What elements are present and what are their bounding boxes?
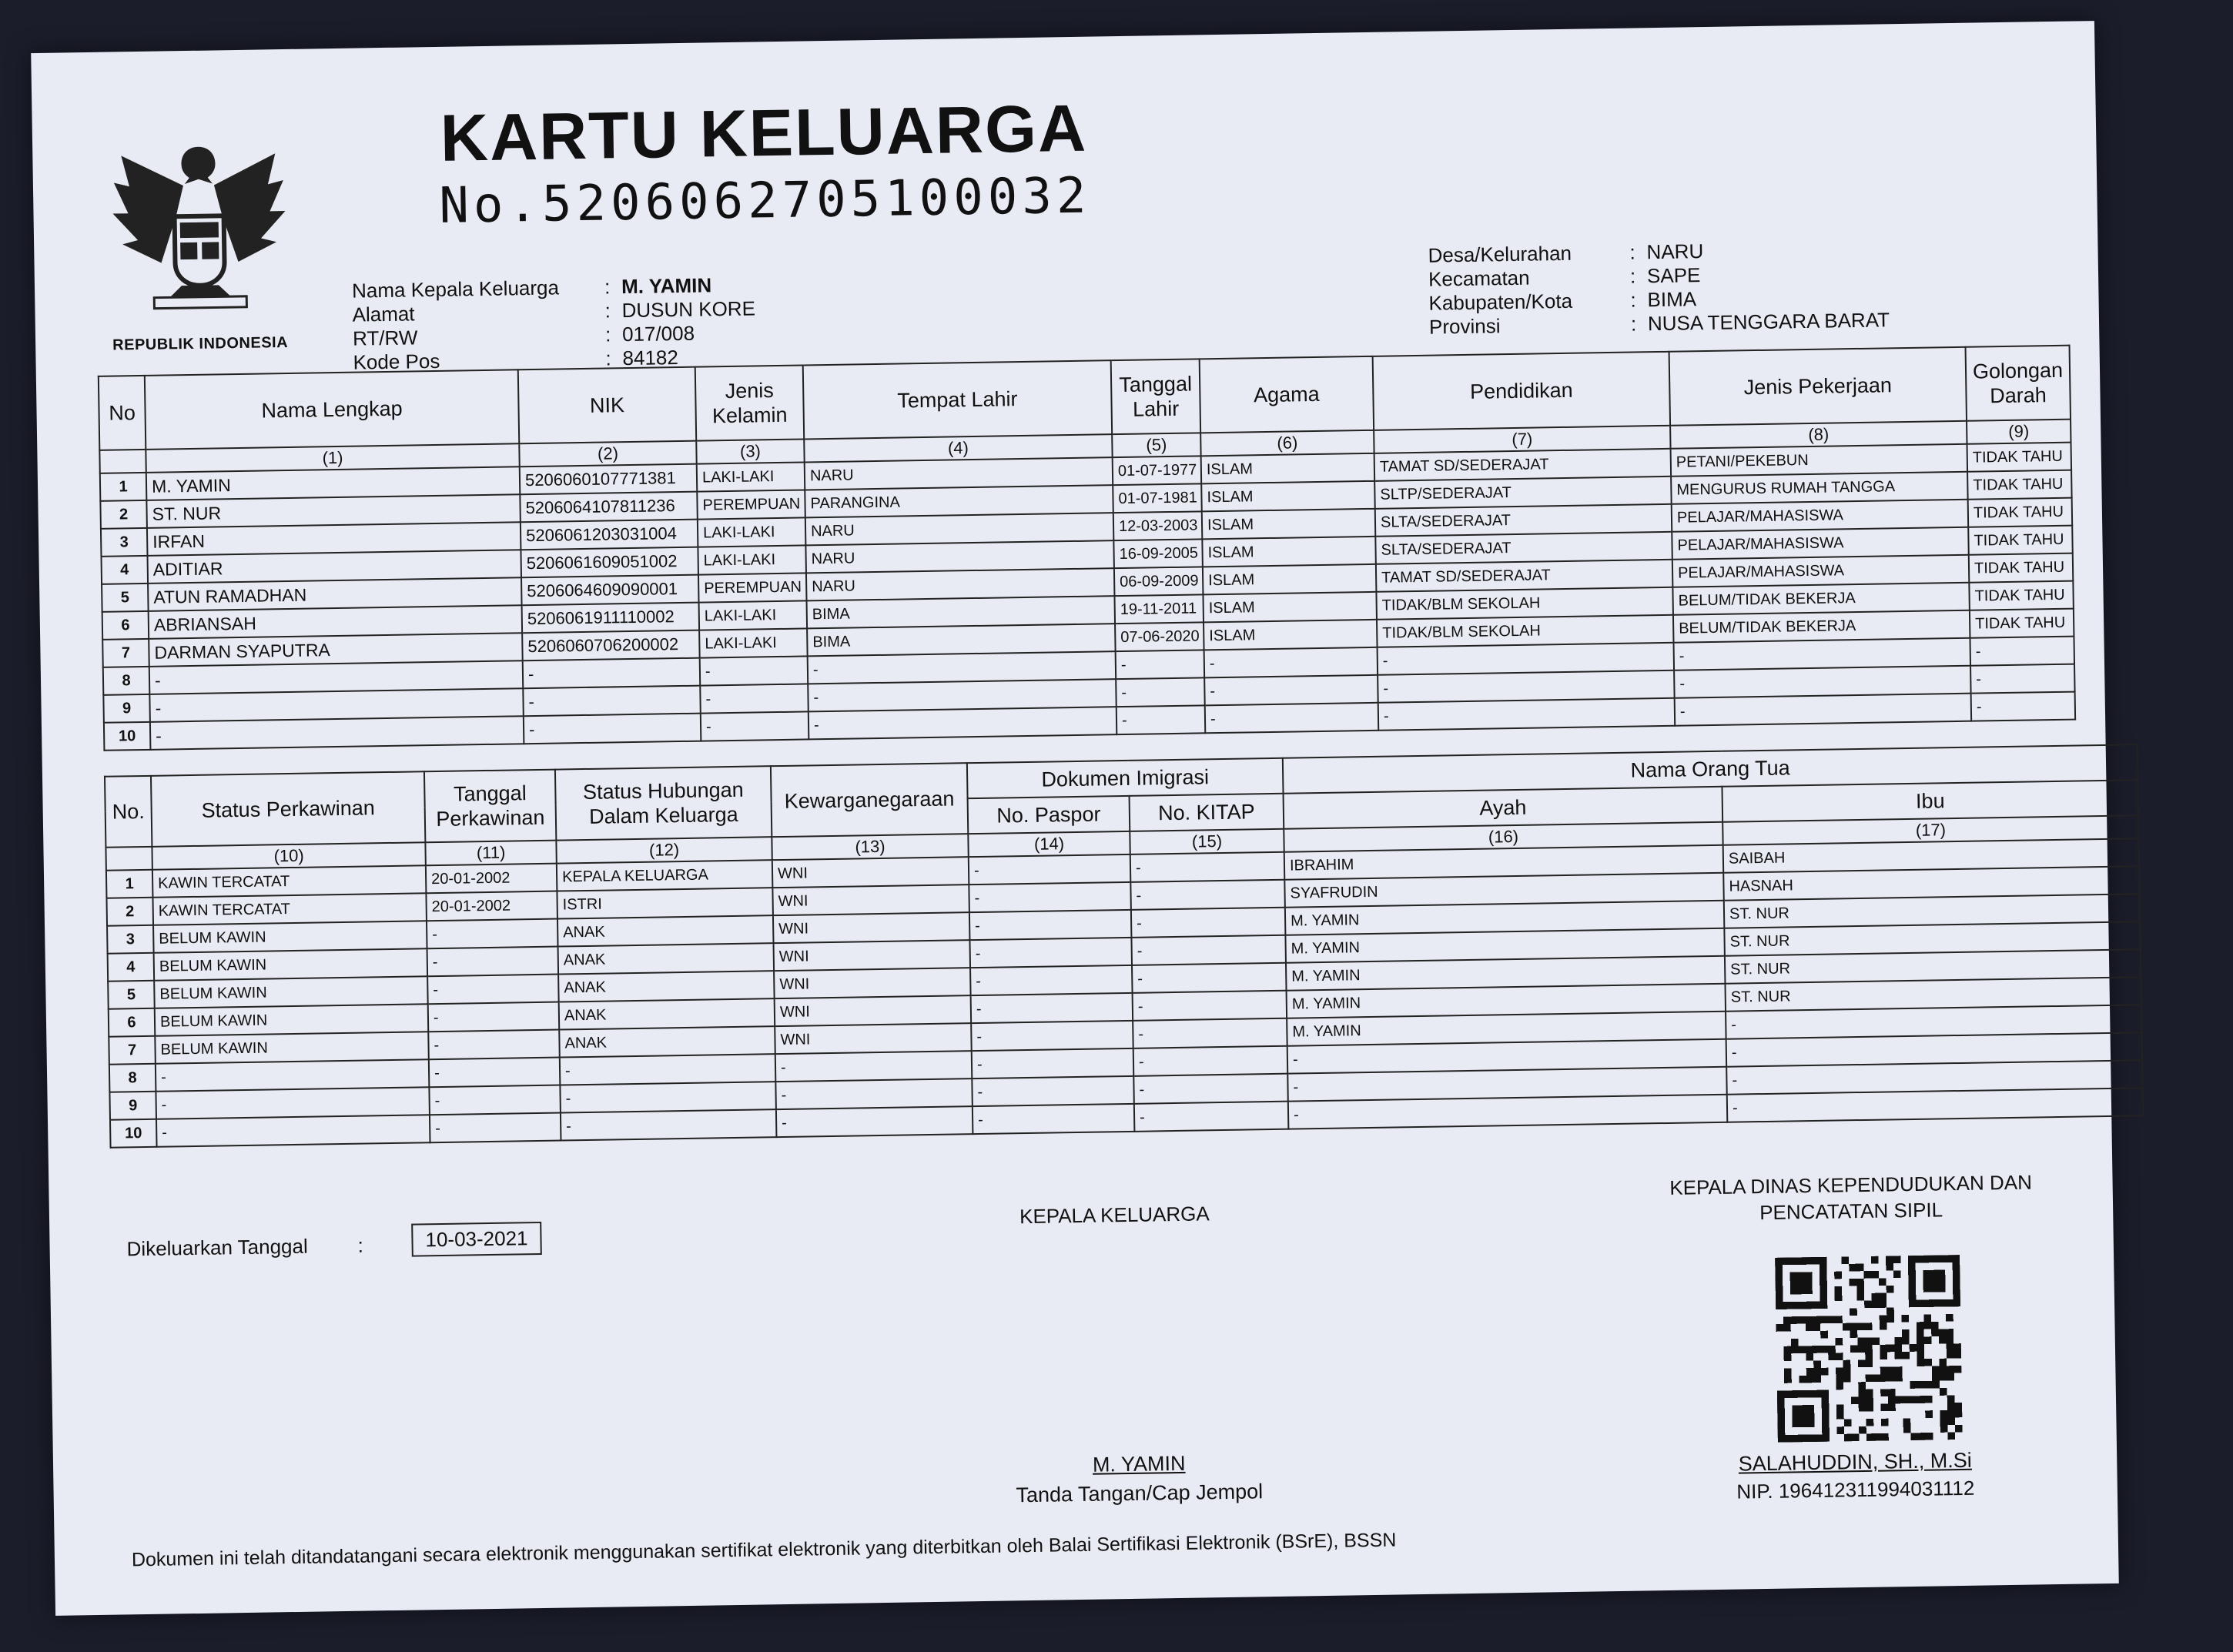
table-cell: WNI [775, 995, 972, 1026]
table-cell: ISLAM [1202, 509, 1376, 540]
table-cell: 5206060706200002 [522, 630, 700, 661]
table-cell: WNI [773, 940, 970, 971]
table-cell: - [523, 686, 701, 717]
col-number: (7) [1374, 426, 1670, 453]
table-cell: TIDAK/BLM SEKOLAH [1376, 587, 1673, 620]
table-cell: 5206064609090001 [521, 575, 699, 606]
table-cell: PELAJAR/MAHASISWA [1672, 500, 1969, 532]
table-cell: ANAK [558, 971, 775, 1002]
table-cell: - [1130, 852, 1285, 882]
table-cell: M. YAMIN [146, 467, 521, 500]
col-header-occupation: Jenis Pekerjaan [1669, 347, 1967, 426]
table-cell: KEPALA KELUARGA [557, 860, 773, 891]
table-cell: 20-01-2002 [426, 864, 557, 894]
table-cell: - [1133, 1046, 1288, 1076]
col-number: (3) [696, 439, 804, 463]
table-cell: TIDAK TAHU [1967, 470, 2072, 500]
col-header-religion: Agama [1200, 356, 1374, 433]
table-cell: - [1116, 705, 1206, 734]
issued-date-label: Dikeluarkan Tanggal [126, 1234, 308, 1261]
row-number: 4 [108, 953, 155, 982]
table-cell: - [775, 1051, 973, 1082]
table-cell: - [700, 684, 808, 713]
table-cell: - [1378, 698, 1676, 731]
col-number: (4) [804, 434, 1112, 462]
table-cell: - [150, 716, 524, 750]
row-number: 9 [109, 1092, 156, 1120]
table-cell: - [1130, 880, 1285, 910]
table-cell: PELAJAR/MAHASISWA [1672, 555, 1970, 587]
row-number: 7 [109, 1036, 156, 1065]
table-cell: ISTRI [557, 888, 773, 918]
table-cell: - [156, 1059, 430, 1092]
table-cell: BELUM KAWIN [154, 976, 428, 1008]
table-cell: IRFAN [147, 522, 521, 556]
table-cell: TIDAK TAHU [1970, 609, 2074, 638]
table-cell: TAMAT SD/SEDERAJAT [1376, 560, 1673, 592]
col-header-marriage-date: Tanggal Perkawinan [424, 770, 556, 843]
table-cell: LAKI-LAKI [699, 628, 808, 657]
table-cell: - [1116, 677, 1205, 707]
table-cell: ANAK [559, 1026, 775, 1057]
col-header-family-relation: Status Hubungan Dalam Keluarga [555, 766, 772, 840]
col-number: (13) [772, 834, 968, 860]
table-cell: 07-06-2020 [1115, 622, 1204, 651]
table-cell: 19-11-2011 [1114, 594, 1204, 624]
table-cell: - [560, 1082, 776, 1112]
table-cell: TAMAT SD/SEDERAJAT [1374, 449, 1672, 481]
table-cell: HASNAH [1723, 866, 2140, 900]
table-cell: WNI [772, 885, 969, 915]
table-cell: - [1133, 991, 1287, 1021]
col-header-mother: Ibu [1722, 780, 2138, 821]
agency-head-title: KEPALA DINAS KEPENDUDUKAN DAN PENCATATAN SIPIL [1669, 1170, 2033, 1225]
col-header-citizenship: Kewarganegaraan [771, 763, 968, 837]
table-cell: - [1133, 1018, 1287, 1048]
table-cell: ST. NUR [1724, 921, 2141, 955]
table-cell: - [1204, 675, 1378, 706]
row-number: 9 [103, 694, 150, 723]
table-cell: ISLAM [1203, 564, 1377, 595]
col-number: (9) [1967, 420, 2071, 444]
table-cell: - [808, 707, 1117, 739]
table-cell: SLTA/SEDERAJAT [1375, 532, 1672, 564]
table-cell: ANAK [559, 998, 775, 1029]
row-number: 2 [106, 898, 153, 926]
table-cell: KAWIN TERCATAT [152, 893, 427, 925]
table-cell: - [1726, 1032, 2143, 1066]
table-cell: 20-01-2002 [426, 891, 557, 921]
table-cell: WNI [774, 968, 971, 998]
table-cell: - [1970, 637, 2074, 666]
table-cell: BELUM/TIDAK BEKERJA [1672, 583, 1970, 615]
table-cell: ST. NUR [1724, 894, 2141, 928]
table-cell: - [1116, 650, 1205, 679]
col-header-no: No [99, 376, 146, 450]
col-number: (1) [146, 443, 519, 473]
col-number: (5) [1112, 433, 1200, 457]
table-cell: - [1378, 643, 1675, 675]
table-cell: - [149, 660, 524, 694]
value-district: SAPE [1646, 263, 1701, 288]
col-number: (6) [1200, 430, 1374, 456]
col-number: (14) [968, 831, 1130, 857]
col-header-birthplace: Tempat Lahir [803, 360, 1112, 439]
table-cell: - [808, 679, 1116, 711]
table-cell: - [971, 1021, 1133, 1051]
col-number: (2) [519, 441, 696, 467]
table-cell: 01-07-1981 [1113, 483, 1202, 513]
value-postal-code: 84182 [622, 346, 679, 370]
table-cell: ATUN RAMADHAN [148, 577, 522, 611]
table-cell: PEREMPUAN [697, 490, 805, 519]
table-cell: SAIBAH [1723, 838, 2140, 872]
table-cell: 5206061911110002 [522, 603, 700, 634]
agency-head-nip: NIP. 196412311994031112 [1736, 1476, 1975, 1503]
table-cell: ST. NUR [1725, 977, 2141, 1011]
table-cell: - [1970, 664, 2075, 694]
head-of-family-signer-title: KEPALA KELUARGA [1019, 1202, 1210, 1229]
table-cell: NARU [805, 457, 1113, 490]
value-regency: BIMA [1647, 287, 1697, 312]
value-head-of-family: M. YAMIN [621, 273, 712, 299]
table-cell: PARANGINA [805, 485, 1113, 517]
label-province: Provinsi [1428, 314, 1501, 339]
table-cell: ISLAM [1202, 537, 1376, 567]
row-number: 5 [102, 584, 149, 612]
table-cell: TIDAK TAHU [1969, 581, 2074, 610]
table-cell: LAKI-LAKI [697, 462, 805, 491]
table-cell: - [700, 656, 808, 685]
table-cell: WNI [773, 912, 970, 943]
label-regency: Kabupaten/Kota [1428, 289, 1573, 315]
table-cell: - [1675, 694, 1972, 726]
row-number: 10 [104, 722, 151, 751]
table-cell: - [1727, 1088, 2144, 1122]
table-cell: - [1131, 935, 1286, 965]
table-cell: - [808, 651, 1116, 684]
value-address: DUSUN KORE [621, 296, 756, 323]
label-head-of-family: Nama Kepala Keluarga [351, 276, 560, 303]
table-cell: - [1132, 963, 1287, 993]
table-cell: BELUM KAWIN [153, 921, 427, 953]
label-district: Kecamatan [1428, 266, 1530, 291]
label-address: Alamat [352, 302, 415, 326]
value-province: NUSA TENGGARA BARAT [1647, 308, 1890, 336]
value-village: NARU [1646, 239, 1704, 264]
qr-code-icon [1775, 1255, 1963, 1443]
row-number: 7 [102, 639, 149, 667]
table-cell: BELUM KAWIN [154, 948, 428, 981]
table-cell: - [156, 1115, 430, 1147]
col-number: (12) [556, 837, 772, 863]
table-cell: BELUM KAWIN [155, 1032, 429, 1064]
table-cell: SLTA/SEDERAJAT [1375, 504, 1672, 537]
table-cell: ISLAM [1201, 481, 1375, 512]
member-status-table [104, 744, 2144, 1148]
col-number: (11) [425, 841, 556, 866]
col-header-passport: No. Paspor [968, 796, 1130, 834]
label-rt-rw: RT/RW [352, 326, 418, 350]
table-cell: PEREMPUAN [698, 573, 807, 602]
col-header-birthdate: Tanggal Lahir [1111, 359, 1200, 434]
row-number: 3 [107, 925, 154, 954]
col-header-gender: Jenis Kelamin [695, 365, 804, 440]
value-rt-rw: 017/008 [621, 321, 695, 346]
col-number: (8) [1670, 421, 1967, 449]
table-cell: - [1726, 1060, 2143, 1094]
table-cell: - [428, 1002, 560, 1032]
issued-date-value: 10-03-2021 [411, 1222, 542, 1257]
table-cell: NARU [806, 568, 1115, 600]
table-cell: - [1131, 908, 1286, 938]
col-header-education: Pendidikan [1373, 352, 1670, 430]
table-cell: - [523, 658, 701, 689]
table-cell: ISLAM [1201, 453, 1375, 484]
row-number: 8 [109, 1064, 156, 1092]
table-cell: - [427, 947, 559, 977]
table-cell: 16-09-2005 [1113, 539, 1203, 568]
table-cell: ANAK [558, 943, 775, 974]
table-cell: BELUM/TIDAK BEKERJA [1673, 610, 1970, 643]
table-cell: NARU [805, 540, 1114, 573]
table-cell: LAKI-LAKI [698, 545, 806, 574]
table-cell: M. YAMIN [1287, 1012, 1726, 1046]
col-header-full-name: Nama Lengkap [145, 370, 519, 450]
table-cell: SYAFRUDIN [1284, 873, 1723, 908]
col-header-no: No. [105, 776, 152, 848]
table-cell: M. YAMIN [1287, 984, 1726, 1018]
table-cell: - [776, 1106, 973, 1137]
table-cell: ISLAM [1204, 620, 1378, 650]
table-cell: - [775, 1078, 973, 1109]
table-cell: BIMA [807, 624, 1116, 656]
table-cell: - [429, 1085, 561, 1115]
table-cell: 12-03-2003 [1113, 511, 1203, 540]
table-cell: ANAK [557, 915, 774, 946]
table-cell: - [701, 711, 809, 741]
table-cell: ST. NUR [146, 494, 521, 528]
family-card-number: No.5206062705100032 [438, 167, 1091, 235]
table-cell: TIDAK TAHU [1969, 553, 2074, 583]
table-cell: - [1674, 666, 1971, 698]
row-number: 8 [103, 667, 150, 695]
document-title: KARTU KELUARGA [440, 91, 1088, 176]
family-card-document: REPUBLIK INDONESIA KARTU KELUARGA No.5206062705100032 Nama Kepala Keluarga Alamat RT/RW Kode Pos : : : : M. YAMIN DUSUN KORE 017/008 84182 Desa/Kelurahan Kecamatan Kabupaten/Kota Provinsi : : : : NARU SAPE BIMA NUSA TENGGARA BARAT No Nama Lengkap NIK Jenis Kelamin Tempat Lahir Tanggal Lahir Agama Pendidikan Jenis Pekerjaan Golongan Darah (1) (2) (3) (4) (5) (6) (7) (8) (9) 1 M. YAMIN 5206060107771381 LAKI-LAKI NARU 01-07-1977 ISLAM TAMAT SD/SEDERAJAT PETANI/PEKEBUN TIDAK TAHU 2 ST. NUR 5206064107811236 PEREMPUAN PARANGINA 01-07-1981 ISLAM SLTP/SEDERAJAT MENGURUS RUMAH TANGGA TIDAK TAHU 3 IRFAN 5206061203031004 LAKI-LAKI NARU 12-03-2003 ISLAM SLTA/SEDERAJAT PELAJAR/MAHASISWA TIDAK TAHU 4 ADITIAR 5206061609051002 LAKI-LAKI NARU 16-09-2005 ISLAM SLTA/SEDERAJAT PELAJAR/MAHASISWA TIDAK TAHU 5 ATUN RAMADHAN 5206064609090001 PEREMPUAN NARU 06-09-2009 ISLAM TAMAT SD/SEDERAJAT PELAJAR/MAHASISWA TIDAK TAHU 6 ABRIANSAH 5206061911110002 LAKI-LAKI BIMA 19-11-2011 ISLAM TIDAK/BLM SEKOLAH BELUM/TIDAK BEKERJA TIDAK TAHU 7 DARMAN SYAPUTRA 5206060706200002 LAKI-LAKI BIMA 07-06-2020 ISLAM TIDAK/BLM SEKOLAH BELUM/TIDAK BEKERJA TIDAK TAHU 8 - - - - - - - - - 9 - - - - - - - - - 10 - - - - - - - - - No. Status Perkawinan Tanggal Perkawinan Status Hubungan Dalam Keluarga Kewarganegaraan Dokumen Imigrasi Nama Orang Tua No. Paspor No. KITAP Ayah Ibu (10) (11) (12) (13) (14) (15) (16) (17) 1 KAWIN TERCATAT 20-01-2002 KEPALA KELUARGA WNI - - IBRAHIM SAIBAH 2 KAWIN TERCATAT 20-01-2002 ISTRI WNI - - SYAFRUDIN HASNAH 3 BELUM KAWIN - ANAK WNI - - M. YAMIN ST. NUR 4 BELUM KAWIN - ANAK WNI - - M. YAMIN ST. NUR 5 BELUM KAWIN - ANAK WNI - - M. YAMIN ST. NUR 6 BELUM KAWIN - ANAK WNI - - M. YAMIN ST. NUR 7 BELUM KAWIN - ANAK WNI - - M. YAMIN - 8 - - - - - - - - 9 - - - - - - - - 10 - - - - - - - - Dikeluarkan Tanggal : 10-03-2021 KEPALA KELUARGA M. YAMIN Tanda Tangan/Cap Jempol KEPALA DINAS KEPENDUDUKAN DAN PENCATATAN SIPIL SALAHUDDIN, SH., M.Si NIP. 196412311994031112 Dokumen ini telah ditandatangani secara elektronik menggunakan sertifikat elektronik yang diterbitkan oleh Balai Sertifikasi Elektronik (BSrE), BSSN [31, 21, 2119, 1616]
table-cell: - [1133, 1074, 1288, 1104]
table-cell: - [149, 688, 524, 722]
table-cell: - [1287, 1039, 1726, 1074]
row-number: 2 [100, 500, 147, 529]
table-cell: - [971, 993, 1133, 1023]
row-number: 1 [100, 473, 147, 501]
emblem-caption: REPUBLIK INDONESIA [112, 333, 289, 354]
table-cell: - [560, 1054, 776, 1085]
table-cell: - [972, 1048, 1134, 1078]
table-cell: TIDAK TAHU [1967, 443, 2072, 472]
table-cell: 06-09-2009 [1114, 567, 1204, 596]
table-cell: M. YAMIN [1285, 928, 1724, 963]
col-header-father: Ayah [1284, 787, 1723, 829]
table-cell: - [1378, 670, 1675, 703]
table-cell: ABRIANSAH [149, 605, 523, 639]
table-cell: 5206064107811236 [520, 492, 698, 523]
col-number: (17) [1722, 815, 2138, 844]
table-cell: - [1288, 1095, 1727, 1129]
col-header-marital-status: Status Perkawinan [151, 771, 425, 847]
col-header-parents: Nama Orang Tua [1283, 744, 2138, 793]
row-number: 6 [109, 1008, 156, 1037]
col-header-immigration-documents: Dokumen Imigrasi [967, 758, 1284, 798]
col-header-blood-type: Golongan Darah [1966, 346, 2071, 421]
table-cell: M. YAMIN [1285, 901, 1724, 935]
row-number: 10 [110, 1119, 157, 1148]
table-cell: BIMA [807, 596, 1116, 628]
row-number: 3 [101, 528, 148, 557]
table-cell: LAKI-LAKI [698, 517, 806, 547]
member-identity-table [98, 345, 2076, 751]
col-number: (10) [152, 842, 425, 870]
table-cell: - [1204, 647, 1378, 678]
table-cell: - [429, 1058, 561, 1088]
table-cell: - [430, 1113, 561, 1143]
table-cell: - [561, 1109, 777, 1140]
table-cell: WNI [772, 857, 969, 888]
table-cell: - [1971, 692, 2076, 721]
table-cell: - [1287, 1067, 1726, 1102]
table-cell: - [969, 854, 1131, 885]
col-number: (15) [1130, 829, 1284, 854]
table-cell: - [972, 1076, 1134, 1106]
table-cell: - [1205, 703, 1379, 734]
table-cell: - [524, 714, 701, 744]
row-number: 5 [108, 981, 155, 1009]
head-of-family-signer-name: M. YAMIN [1092, 1451, 1186, 1476]
table-cell: 5206061203031004 [521, 520, 698, 550]
table-cell: - [1674, 638, 1971, 670]
table-cell: - [1134, 1102, 1289, 1132]
table-cell: DARMAN SYAPUTRA [149, 633, 523, 667]
table-cell: - [969, 938, 1132, 968]
table-cell: - [973, 1104, 1135, 1134]
table-cell: LAKI-LAKI [699, 600, 808, 630]
label-postal-code: Kode Pos [353, 349, 440, 374]
table-cell: - [427, 919, 558, 949]
table-cell: - [427, 975, 559, 1005]
table-cell: M. YAMIN [1286, 956, 1725, 991]
table-cell: BELUM KAWIN [155, 1004, 429, 1036]
table-cell: ST. NUR [1725, 949, 2141, 983]
table-cell: TIDAK/BLM SEKOLAH [1377, 615, 1674, 647]
col-header-kitap: No. KITAP [1130, 794, 1284, 831]
label-village: Desa/Kelurahan [1428, 241, 1572, 267]
table-cell: SLTP/SEDERAJAT [1374, 477, 1672, 509]
table-cell: - [970, 965, 1133, 995]
table-cell: - [969, 882, 1131, 912]
table-cell: NARU [805, 513, 1114, 545]
table-cell: 5206060107771381 [520, 464, 698, 495]
agency-head-name: SALAHUDDIN, SH., M.Si [1738, 1448, 1973, 1476]
row-number: 4 [102, 556, 149, 584]
table-cell: - [428, 1030, 560, 1060]
table-cell: PELAJAR/MAHASISWA [1672, 527, 1969, 560]
table-cell: ISLAM [1203, 592, 1377, 623]
table-cell: KAWIN TERCATAT [152, 865, 427, 898]
col-header-nik: NIK [518, 367, 696, 444]
table-cell: ADITIAR [147, 550, 521, 584]
col-number: (16) [1284, 822, 1722, 852]
table-cell: WNI [775, 1023, 972, 1054]
table-cell: - [1726, 1005, 2142, 1038]
table-cell: MENGURUS RUMAH TANGGA [1671, 472, 1968, 504]
table-cell: PETANI/PEKEBUN [1671, 444, 1968, 477]
row-number: 6 [102, 611, 149, 640]
table-cell: 5206061609051002 [521, 547, 698, 578]
table-cell: - [156, 1087, 430, 1119]
row-number: 1 [106, 870, 153, 898]
table-cell: TIDAK TAHU [1968, 526, 2073, 555]
table-cell: 01-07-1977 [1113, 456, 1202, 485]
table-cell: IBRAHIM [1284, 845, 1723, 880]
signature-label: Tanda Tangan/Cap Jempol [1016, 1480, 1264, 1507]
table-cell: TIDAK TAHU [1968, 498, 2073, 527]
table-cell: - [969, 910, 1132, 940]
electronic-signature-note: Dokumen ini telah ditandatangani secara elektronik menggunakan sertifikat elektronik yang diterbitkan oleh Balai Sertifikasi Elektronik (BSrE), BSSN [131, 1529, 1397, 1571]
